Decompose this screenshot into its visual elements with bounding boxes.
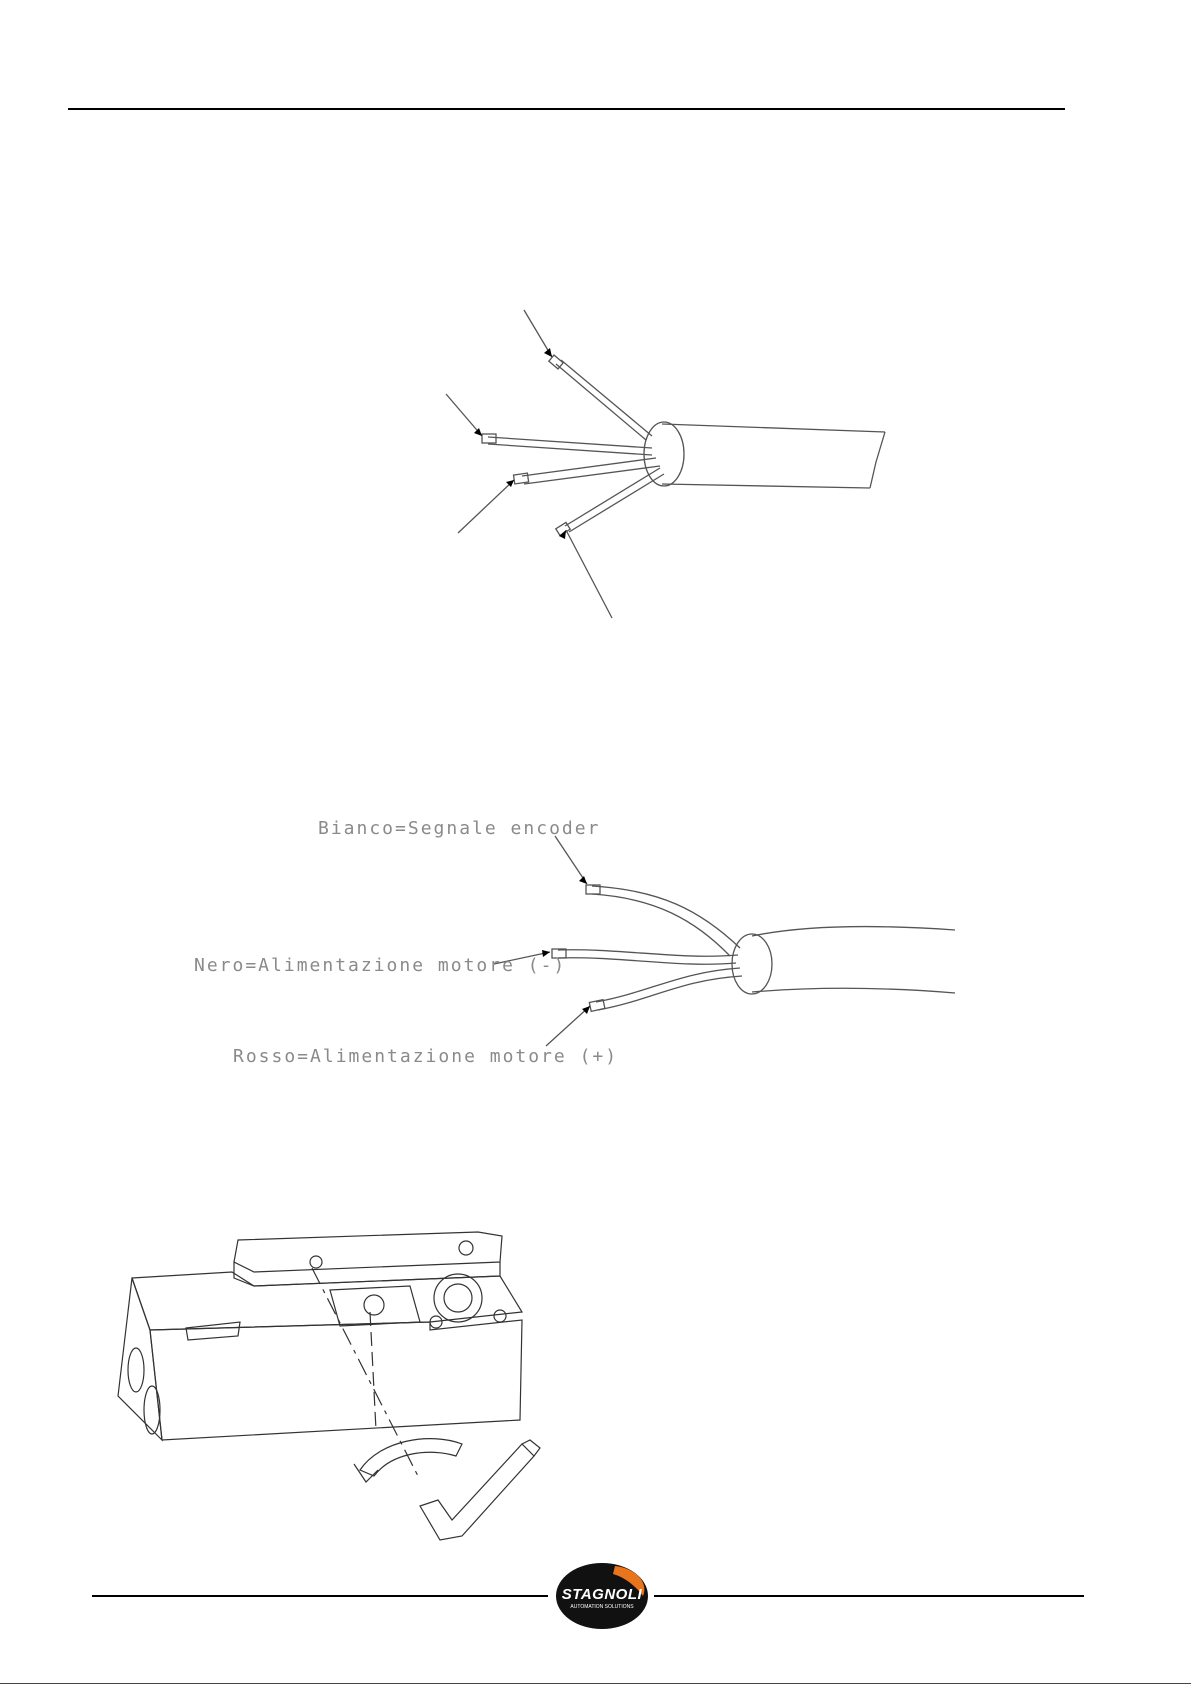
stagnoli-logo: STAGNOLI AUTOMATION SOLUTIONS xyxy=(553,1560,651,1630)
box-side xyxy=(118,1278,162,1440)
label-white-encoder: Bianco=Segnale encoder xyxy=(318,818,601,839)
hex-key xyxy=(420,1444,534,1540)
bottom-edge-rule xyxy=(0,1683,1191,1684)
access-hole xyxy=(364,1295,384,1315)
label-black-motor-minus: Nero=Alimentazione motore (-) xyxy=(194,955,567,976)
label-red-motor-plus: Rosso=Alimentazione motore (+) xyxy=(233,1046,619,1067)
top-bar xyxy=(234,1232,502,1272)
footer-rule-left xyxy=(92,1595,548,1597)
rotation-arrow xyxy=(360,1439,462,1476)
footer-rule-right xyxy=(654,1595,1084,1597)
